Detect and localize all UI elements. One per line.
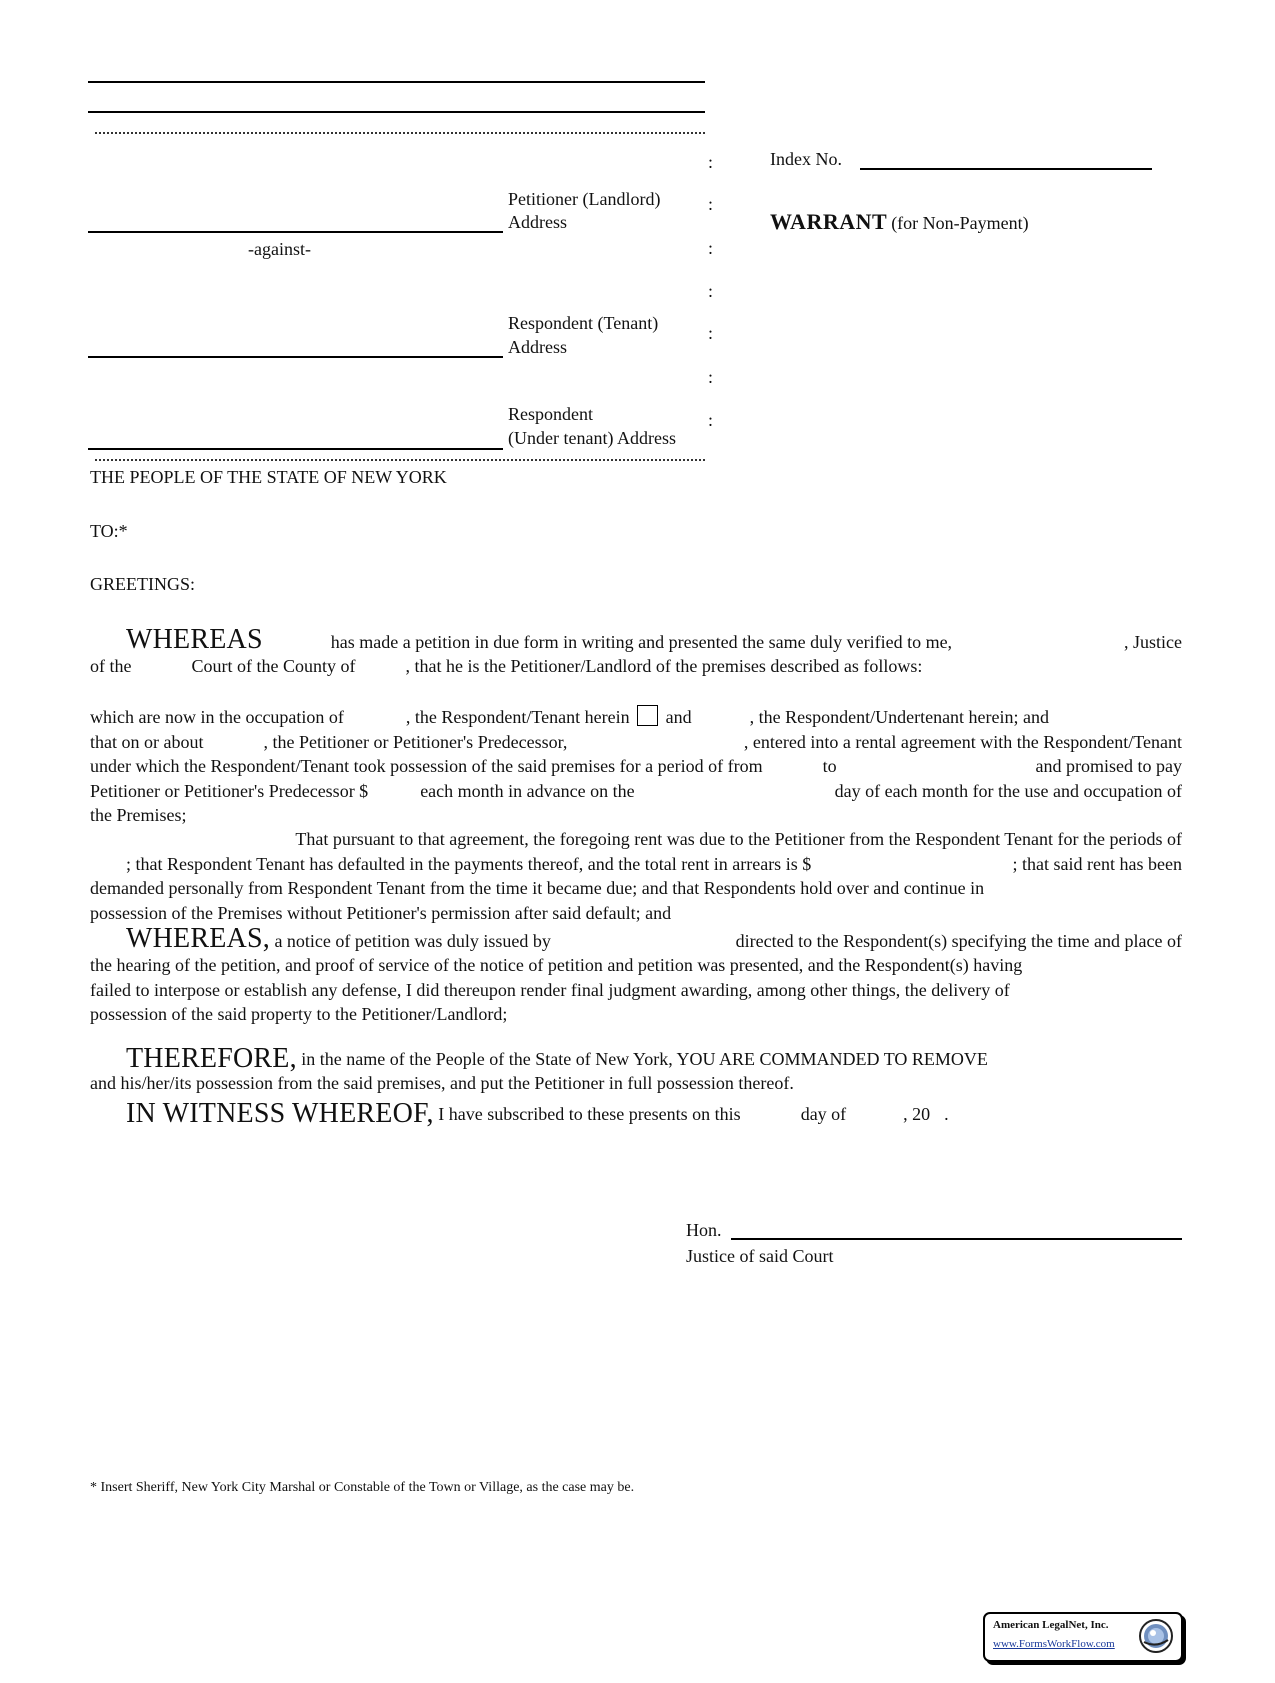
agreement-paragraph [90,827,1182,925]
whereas-heading: WHEREAS, [126,922,270,954]
caption-dotted-divider-bottom [95,459,705,461]
caption-colon: : [708,238,714,258]
to-label: TO:* [90,521,128,541]
petitioner-name-line[interactable] [88,231,503,233]
promised-to-pay-text: and promised to pay [1035,756,1182,776]
notice-issued-text: a notice of petition was duly issued by [274,930,551,951]
caption-dotted-divider-top [95,132,705,134]
rent-demanded-text: ; that said rent has been [1012,853,1182,874]
respondent-label: Respondent (Tenant) [508,313,659,333]
therefore-heading: THEREFORE, [126,1042,297,1074]
delivery-text: possession of the said property to the Petitioner/Landlord; [90,1004,508,1024]
year-prefix-text: , 20 [903,1103,931,1124]
predecessor-text: , the Petitioner or Petitioner's Predecessor, [263,731,568,752]
caption-colon: : [708,152,714,172]
therefore-paragraph [90,1041,1182,1096]
advance-text: each month in advance on the [420,780,635,801]
respondent-address-label: Address [508,337,567,357]
caption-colon: : [708,367,714,387]
caption-colon: : [708,281,714,301]
signature-line[interactable] [731,1238,1182,1240]
hon-label: Hon. [686,1220,722,1240]
logo-url-link[interactable]: www.FormsWorkFlow.com [993,1638,1115,1650]
undertenant-label: Respondent [508,404,593,424]
american-legalnet-logo [983,1612,1183,1662]
occupation-paragraph [90,705,1182,828]
of-the-text: of the [90,656,132,676]
caption-colon: : [708,410,714,430]
undertenant-name-line[interactable] [88,448,503,450]
justice-role-label: Justice of said Court [686,1246,834,1266]
logo-company-name: American LegalNet, Inc. [993,1619,1109,1631]
respondent-name-line[interactable] [88,356,503,358]
petitioner-label: Petitioner (Landlord) [508,189,661,209]
petitioner-landlord-text: , that he is the Petitioner/Landlord of the premises described as follows: [405,656,923,676]
index-number-label: Index No. [770,149,842,169]
default-text: possession of the Premises without Petitioner's permission after said default; and [90,902,672,923]
witness-heading: IN WITNESS WHEREOF, [126,1097,434,1129]
people-heading: THE PEOPLE OF THE STATE OF NEW YORK [90,467,447,487]
undertenant-address-label: (Under tenant) Address [508,428,676,448]
caption-top-line-2 [88,111,705,113]
greetings-label: GREETINGS: [90,574,195,594]
caption-top-line-1 [88,81,705,83]
premises-text: the Premises; [90,805,187,825]
witness-paragraph [90,1096,1182,1129]
day-of-month-text: day of each month for the use and occupation of [834,780,1182,801]
index-number-field[interactable] [860,168,1152,170]
commanded-text: in the name of the People of the State of New York, YOU ARE COMMANDED TO REMOVE [301,1048,988,1069]
petition-text: has made a petition in due form in writing and presented the same duly verified to me, [330,631,953,652]
period-text: . [944,1103,949,1124]
court-county-text: Court of the County of [191,656,356,676]
rent-due-text: That pursuant to that agreement, the foregoing rent was due to the Petitioner from the Respondent Tenant for the periods of [295,829,1182,849]
judgment-text: failed to interpose or establish any defense, I did thereupon render final judgment awarding, among other things, the delivery of [90,979,1010,1000]
rental-agreement-text: , entered into a rental agreement with the Respondent/Tenant [743,731,1182,752]
hearing-text: the hearing of the petition, and proof of service of the notice of petition and petition was presented, and the Respondent(s) having [90,955,1023,975]
subscribed-text: I have subscribed to these presents on this [438,1103,741,1124]
globe-icon [1138,1618,1174,1654]
document-title [770,209,1029,235]
whereas-paragraph-1 [90,624,1182,679]
on-or-about-text: that on or about [90,731,204,752]
tenant-checkbox[interactable] [637,705,658,726]
arrears-text: ; that Respondent Tenant has defaulted in the payments thereof, and the total rent in arrears is $ [126,853,812,874]
tenant-herein-text: , the Respondent/Tenant herein [405,707,630,727]
and-text: and [665,707,692,727]
footnote: * Insert Sheriff, New York City Marshal or Constable of the Town or Village, as the case may be. [90,1480,635,1495]
whereas-paragraph-2 [90,923,1182,1027]
undertenant-herein-text: , the Respondent/Undertenant herein; and [749,707,1050,727]
justice-text: , Justice [1124,631,1182,652]
whereas-heading: WHEREAS [126,623,263,655]
demanded-personally-text: demanded personally from Respondent Tenant from the time it became due; and that Respondents hold over and continue in [90,878,985,898]
occupation-text: which are now in the occupation of [90,707,344,727]
caption-colon: : [708,194,714,214]
full-possession-text: and his/her/its possession from the said premises, and put the Petitioner in full possession thereof. [90,1073,794,1093]
rent-amount-text: Petitioner or Petitioner's Predecessor $ [90,780,369,801]
petitioner-address-label: Address [508,212,567,232]
warrant-title: WARRANT [770,209,888,234]
caption-colon: : [708,323,714,343]
possession-period-text: under which the Respondent/Tenant took possession of the said premises for a period of from [90,756,763,776]
warrant-subtitle: (for Non-Payment) [891,213,1029,233]
day-of-text: day of [800,1103,847,1124]
against-label: -against- [248,239,311,259]
directed-text: directed to the Respondent(s) specifying the time and place of [735,930,1182,951]
to-text: to [822,756,837,776]
